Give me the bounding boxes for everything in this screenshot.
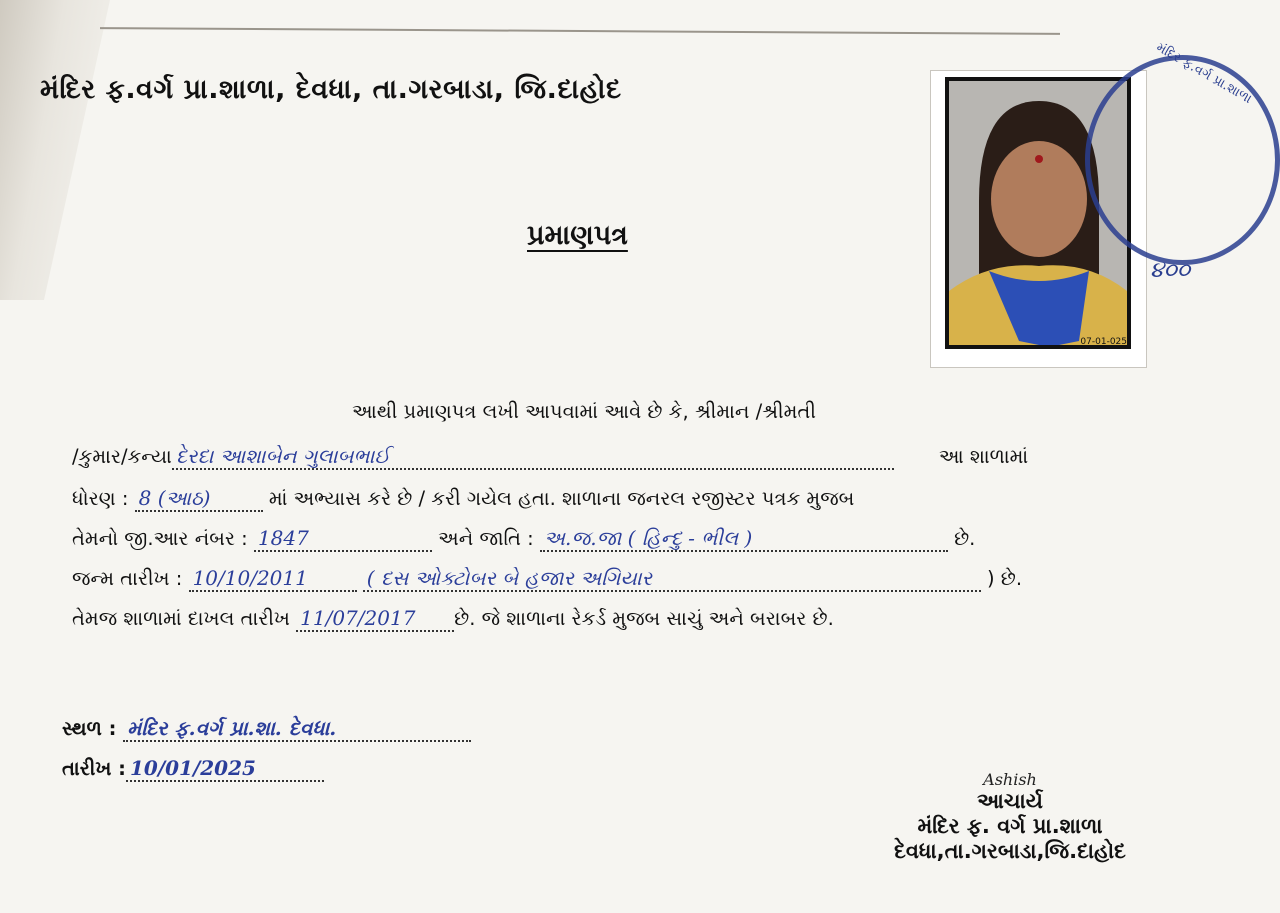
- principal-signature-block: [870, 770, 1150, 864]
- caste-value: અ.જ.જા ( હિન્દુ - ભીલ ): [543, 526, 753, 550]
- top-rule: [100, 27, 1060, 35]
- place-line: સ્થળ : મંદિર ફ.વર્ગ પ્રા.શા. દેવધા.: [62, 716, 471, 742]
- photo-code: 07-01-025: [1080, 337, 1127, 347]
- admission-date: 11/07/2017: [300, 606, 416, 630]
- principal-school: મંદિર ફ. વર્ગ પ્રા.શાળા: [917, 814, 1103, 838]
- place-value: મંદિર ફ.વર્ગ પ્રા.શા. દેવધા.: [127, 716, 337, 740]
- birth-date: 10/10/2011: [192, 566, 308, 590]
- birth-date-words: ( દસ ઓક્ટોબર બે હજાર અગિયાર: [366, 566, 652, 590]
- body-line-5: જન્મ તારીખ : 10/10/2011 ( દસ ઓક્ટોબર બે હજાર અગિયાર ) છે.: [72, 566, 1023, 590]
- principal-title: આચાર્ય: [977, 789, 1043, 813]
- certificate-title: પ્રમાણપત્ર: [527, 220, 628, 251]
- stamp-text: મંદિર ફ.વર્ગ પ્રા.શાળા: [1153, 40, 1255, 107]
- body-line-2: /કુમાર/કન્યા દેરદા આશાબેન ગુલાબભાઈ આ શાળામાં: [72, 444, 1029, 468]
- body-line-6: તેમજ શાળામાં દાખલ તારીખ 11/07/2017 છે. જે શાળાના રેકર્ડ મુજબ સાચું અને બરાબર છે.: [72, 606, 834, 630]
- school-stamp: [1085, 55, 1280, 265]
- school-header: મંદિર ફ.વર્ગ પ્રા.શાળા, દેવધા, તા.ગરબાડા, જિ.દાહોદ: [40, 74, 622, 105]
- date-value: 10/01/2025: [129, 756, 256, 780]
- stamp-number: ૪૦૦: [1150, 258, 1191, 283]
- register-binding: [0, 0, 110, 300]
- body-line-4: તેમનો જી.આર નંબર : 1847 અને જાતિ : અ.જ.જા ( હિન્દુ - ભીલ ) છે.: [72, 526, 976, 550]
- principal-address: દેવધા,તા.ગરબાડા,જિ.દાહોદ: [894, 839, 1126, 863]
- signature: Ashish: [983, 770, 1037, 789]
- standard-value: 8 (આઠ): [138, 486, 211, 510]
- body-line-1: આથી પ્રમાણપત્ર લખી આપવામાં આવે છે કે, શ્રીમાન /શ્રીમતી: [352, 400, 816, 423]
- body-line-3: ધોરણ : 8 (આઠ) માં અભ્યાસ કરે છે / કરી ગયેલ હતા. શાળાના જનરલ રજીસ્ટર પત્રક મુજબ: [72, 486, 855, 510]
- date-line: તારીખ : 10/01/2025: [62, 756, 324, 782]
- gr-number: 1847: [257, 526, 309, 550]
- student-name: દેરદા આશાબેન ગુલાબભાઈ: [175, 444, 390, 468]
